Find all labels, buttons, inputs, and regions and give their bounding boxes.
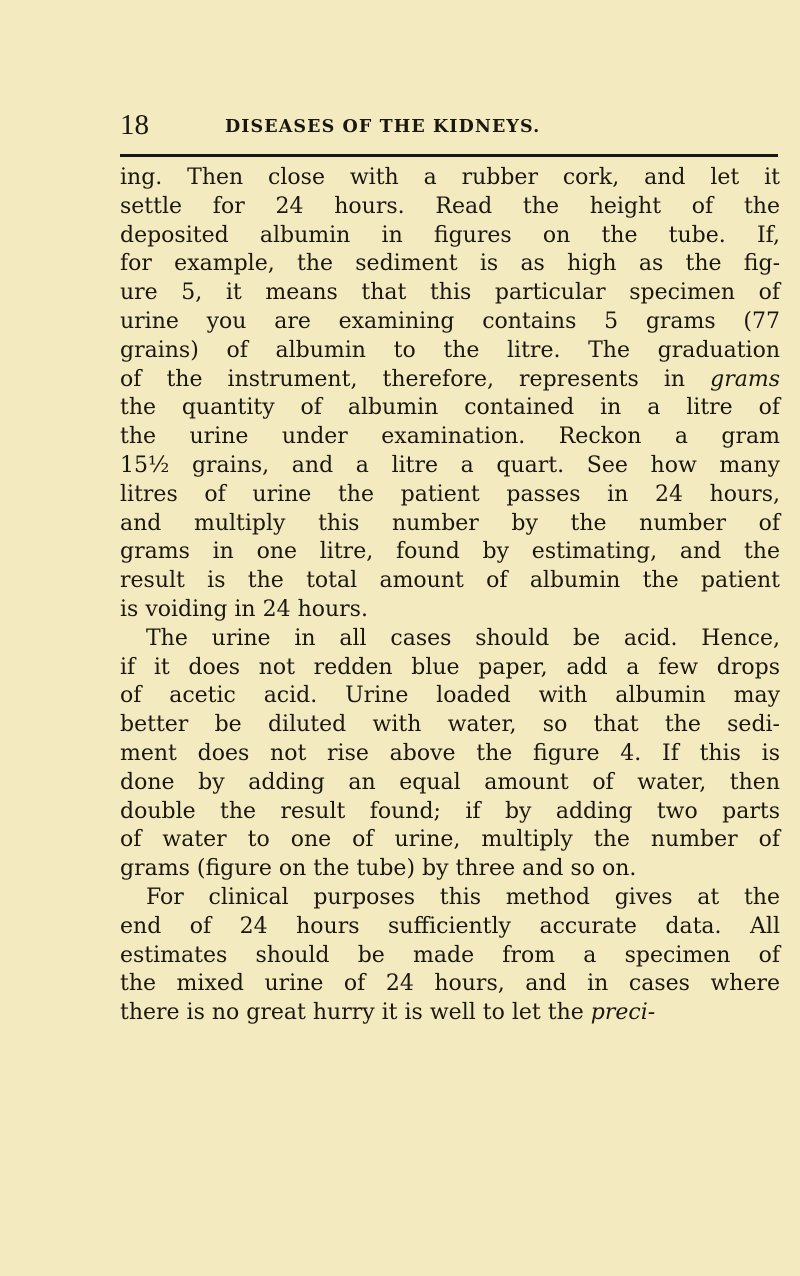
text-line: done by adding an equal amount of water, then — [120, 769, 780, 795]
text-line: if it does not redden blue paper, add a few drops — [120, 654, 780, 680]
text-line: and multiply this number by the number of — [120, 510, 780, 536]
text-line — [120, 366, 780, 395]
header-rule — [120, 154, 778, 157]
text-line: grams in one litre, found by estimating, and the — [120, 539, 780, 565]
paragraph-start-line: For clinical purposes this method gives at the — [146, 884, 780, 910]
text-line: estimates should be made from a specimen of — [120, 942, 780, 968]
text-line: grains) of albumin to the litre. The graduation — [120, 337, 780, 363]
text-line: ing. Then close with a rubber cork, and let it — [120, 165, 780, 190]
italic-word: preci- — [590, 1000, 656, 1026]
body-text — [120, 164, 780, 1028]
running-title: DISEASES OF THE KIDNEYS. — [225, 117, 541, 137]
text-line: the mixed urine of 24 hours, and in cases where — [120, 971, 780, 997]
text-line: for example, the sediment is as high as the fig- — [120, 251, 780, 277]
text-line: litres of urine the patient passes in 24 hours, — [120, 481, 780, 507]
text-line: grams (figure on the tube) by three and so on. — [120, 856, 637, 882]
text-line: double the result found; if by adding two parts — [120, 798, 780, 824]
text-segment: there is no great hurry it is well to let the — [120, 1000, 584, 1026]
text-line: result is the total amount of albumin the patient — [120, 568, 780, 594]
text-line: urine you are examining contains 5 grams (77 — [120, 308, 780, 334]
text-line: settle for 24 hours. Read the height of the — [120, 193, 780, 219]
text-line: better be diluted with water, so that the sedi- — [120, 712, 780, 738]
italic-word: grams — [710, 366, 780, 392]
text-line: of acetic acid. Urine loaded with albumin may — [120, 683, 780, 709]
text-line: is voiding in 24 hours. — [120, 596, 368, 622]
page-number: 18 — [120, 109, 149, 141]
text-line: the urine under examination. Reckon a gram — [120, 424, 780, 450]
text-line: end of 24 hours sufficiently accurate data. All — [120, 913, 780, 939]
text-line: of water to one of urine, multiply the number of — [120, 827, 780, 853]
text-segment: of the instrument, therefore, represents in — [120, 366, 686, 392]
text-line: deposited albumin in figures on the tube. If, — [120, 222, 780, 248]
running-head — [120, 108, 780, 142]
text-line: ure 5, it means that this particular specimen of — [120, 280, 780, 306]
text-line: ment does not rise above the figure 4. If this is — [120, 740, 780, 766]
paragraph-start-line: The urine in all cases should be acid. Hence, — [146, 625, 780, 651]
text-line — [120, 999, 780, 1028]
text-line: the quantity of albumin contained in a litre of — [120, 395, 780, 421]
text-line: 15½ grains, and a litre a quart. See how many — [120, 452, 780, 478]
